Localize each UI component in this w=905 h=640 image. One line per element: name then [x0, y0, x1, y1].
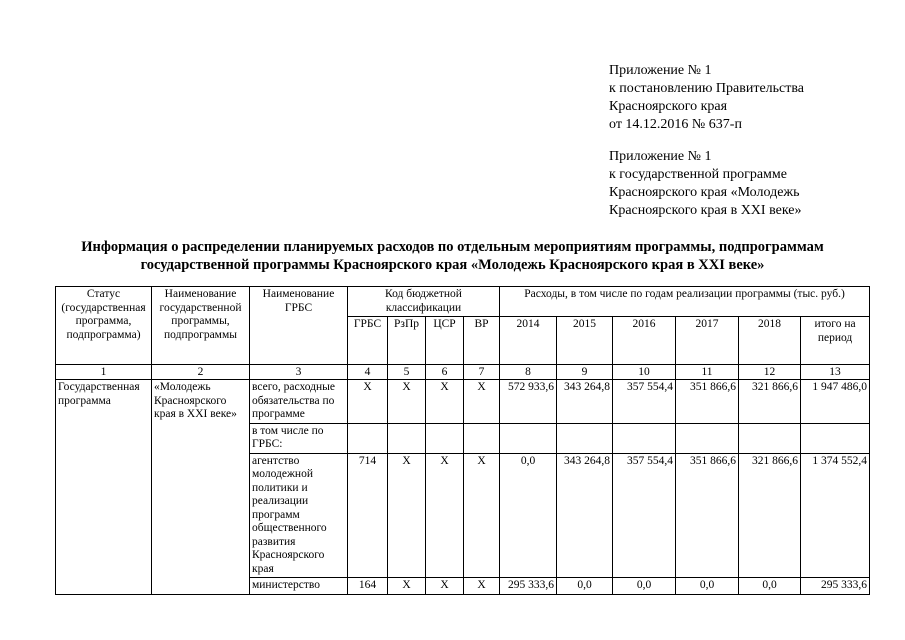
table-row — [56, 380, 870, 424]
row-value-2015: 343 264,8 — [557, 453, 613, 578]
row-rzpr: X — [388, 453, 426, 578]
appendix-line: к постановлению Правительства — [609, 81, 805, 96]
empty-cell — [801, 423, 870, 453]
column-number-row — [56, 365, 870, 380]
document-title — [40, 238, 865, 274]
col-number: 11 — [676, 365, 739, 380]
row-rzpr: X — [388, 380, 426, 424]
row-value-2017: 351 866,6 — [676, 380, 739, 424]
row-csr: X — [426, 453, 464, 578]
header-year-2017: 2017 — [676, 317, 739, 365]
appendix-line: Красноярского края «Молодежь — [609, 185, 800, 200]
col-number: 6 — [426, 365, 464, 380]
row-rzpr: X — [388, 578, 426, 595]
col-number: 8 — [500, 365, 557, 380]
appendix-line: Приложение № 1 — [609, 63, 712, 78]
empty-cell — [388, 423, 426, 453]
row-program-name: «Молодежь Красноярского края в XXI веке» — [152, 380, 250, 595]
row-value-2014: 0,0 — [500, 453, 557, 578]
header-year-2015: 2015 — [557, 317, 613, 365]
title-line-2: государственной программы Красноярского края «Молодежь Красноярского края в XXI веке» — [140, 257, 765, 273]
header-budget-code: Код бюджетной классификации — [348, 287, 500, 317]
appendix-line: Красноярского края в XXI веке» — [609, 203, 802, 218]
appendix-line: Приложение № 1 — [609, 149, 712, 164]
appendix-line: к государственной программе — [609, 167, 787, 182]
row-csr: X — [426, 578, 464, 595]
col-number: 4 — [348, 365, 388, 380]
row-vr: X — [464, 380, 500, 424]
row-value-2015: 0,0 — [557, 578, 613, 595]
row-value-total: 1 947 486,0 — [801, 380, 870, 424]
empty-cell — [557, 423, 613, 453]
col-number: 3 — [250, 365, 348, 380]
header-grbs-name: Наименование ГРБС — [250, 287, 348, 365]
row-grbs-name: всего, расходные обязательства по программе — [250, 380, 348, 424]
col-number: 9 — [557, 365, 613, 380]
row-grbs: 164 — [348, 578, 388, 595]
col-number: 2 — [152, 365, 250, 380]
header-rzpr: РзПр — [388, 317, 426, 365]
header-total: итого на период — [801, 317, 870, 365]
row-value-total: 1 374 552,4 — [801, 453, 870, 578]
col-number: 7 — [464, 365, 500, 380]
empty-cell — [739, 423, 801, 453]
row-csr: X — [426, 380, 464, 424]
row-grbs: X — [348, 380, 388, 424]
row-value-2016: 357 554,4 — [613, 380, 676, 424]
row-value-2018: 0,0 — [739, 578, 801, 595]
empty-cell — [464, 423, 500, 453]
row-status: Государственная программа — [56, 380, 152, 595]
row-value-2017: 351 866,6 — [676, 453, 739, 578]
empty-cell — [500, 423, 557, 453]
row-value-2017: 0,0 — [676, 578, 739, 595]
col-number: 10 — [613, 365, 676, 380]
header-program-name: Наименование государственной программы, подпрограммы — [152, 287, 250, 365]
appendix-line: от 14.12.2016 № 637-п — [609, 117, 742, 132]
title-line-1: Информация о распределении планируемых расходов по отдельным мероприятиям программы, подпрограммам — [81, 239, 824, 255]
empty-cell — [348, 423, 388, 453]
header-csr: ЦСР — [426, 317, 464, 365]
row-value-2016: 357 554,4 — [613, 453, 676, 578]
header-row-1 — [56, 287, 870, 317]
row-value-2015: 343 264,8 — [557, 380, 613, 424]
row-grbs: 714 — [348, 453, 388, 578]
header-grbs: ГРБС — [348, 317, 388, 365]
row-value-total: 295 333,6 — [801, 578, 870, 595]
col-number: 1 — [56, 365, 152, 380]
row-value-2018: 321 866,6 — [739, 380, 801, 424]
row-vr: X — [464, 453, 500, 578]
row-grbs-name: агентство молодежной политики и реализации программ общественного развития Красноярского края — [250, 453, 348, 578]
header-expenses: Расходы, в том числе по годам реализации программы (тыс. руб.) — [500, 287, 870, 317]
header-year-2018: 2018 — [739, 317, 801, 365]
empty-cell — [676, 423, 739, 453]
expenses-table — [55, 286, 870, 595]
header-vr: ВР — [464, 317, 500, 365]
header-status: Статус (государственная программа, подпрограмма) — [56, 287, 152, 365]
row-vr: X — [464, 578, 500, 595]
col-number: 5 — [388, 365, 426, 380]
header-year-2016: 2016 — [613, 317, 676, 365]
appendix-header-resolution — [609, 62, 804, 134]
row-value-2018: 321 866,6 — [739, 453, 801, 578]
row-grbs-name: министерство — [250, 578, 348, 595]
appendix-line: Красноярского края — [609, 99, 728, 114]
header-year-2014: 2014 — [500, 317, 557, 365]
col-number: 13 — [801, 365, 870, 380]
row-value-2014: 295 333,6 — [500, 578, 557, 595]
appendix-header-program — [609, 148, 802, 220]
row-value-2016: 0,0 — [613, 578, 676, 595]
row-value-2014: 572 933,6 — [500, 380, 557, 424]
row-grbs-name: в том числе по ГРБС: — [250, 423, 348, 453]
col-number: 12 — [739, 365, 801, 380]
empty-cell — [613, 423, 676, 453]
empty-cell — [426, 423, 464, 453]
